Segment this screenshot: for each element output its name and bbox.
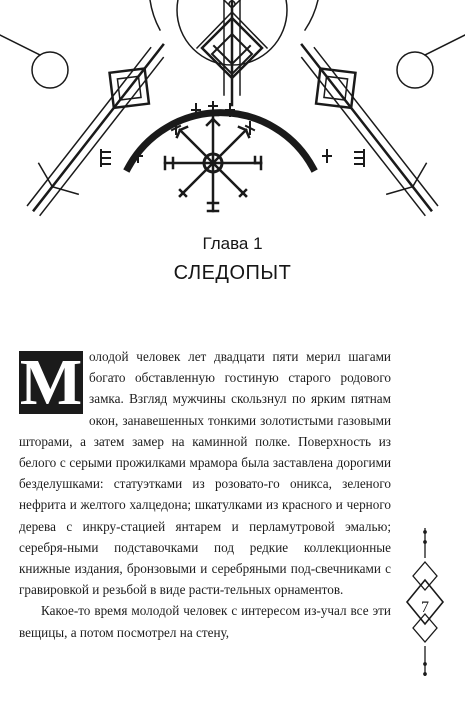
page-number: 7 <box>421 599 429 616</box>
paragraph: олодой человек лет двадцати пяти мерил шагами богато обставленную гостиную старого родового замка. Взгляд мужчины скользнул по ярким пятнам окон, занавешенных тонкими золотистыми газовыми шторами, а затем замер на каминной полке. Поверхность из белого с серыми прожилками мрамора была заставлена дорогими безделушками: статуэтками из розовато-го оникса, зеленого нефрита и желтого халцедона; шкатулками из красного и черного дерева с инкру-стацией янтарем и перламутровой эмалью; серебря-ными подставочками под редкие коллекционные книжные издания, бронзовыми и серебряными под-свечниками с гравировкой и резьбой в виде расти-тельных орнаментов. <box>19 349 391 598</box>
vegvisir-compass-icon <box>0 0 465 226</box>
body-text <box>19 346 391 643</box>
drop-cap: М <box>19 346 83 419</box>
paragraph: Какое-то время молодой человек с интересом из-учал все эти вещицы, а потом посмотрел на стену, <box>19 603 391 640</box>
chapter-label: Глава 1 <box>202 234 263 253</box>
chapter-title: СЛЕДОПЫТ <box>173 262 292 284</box>
